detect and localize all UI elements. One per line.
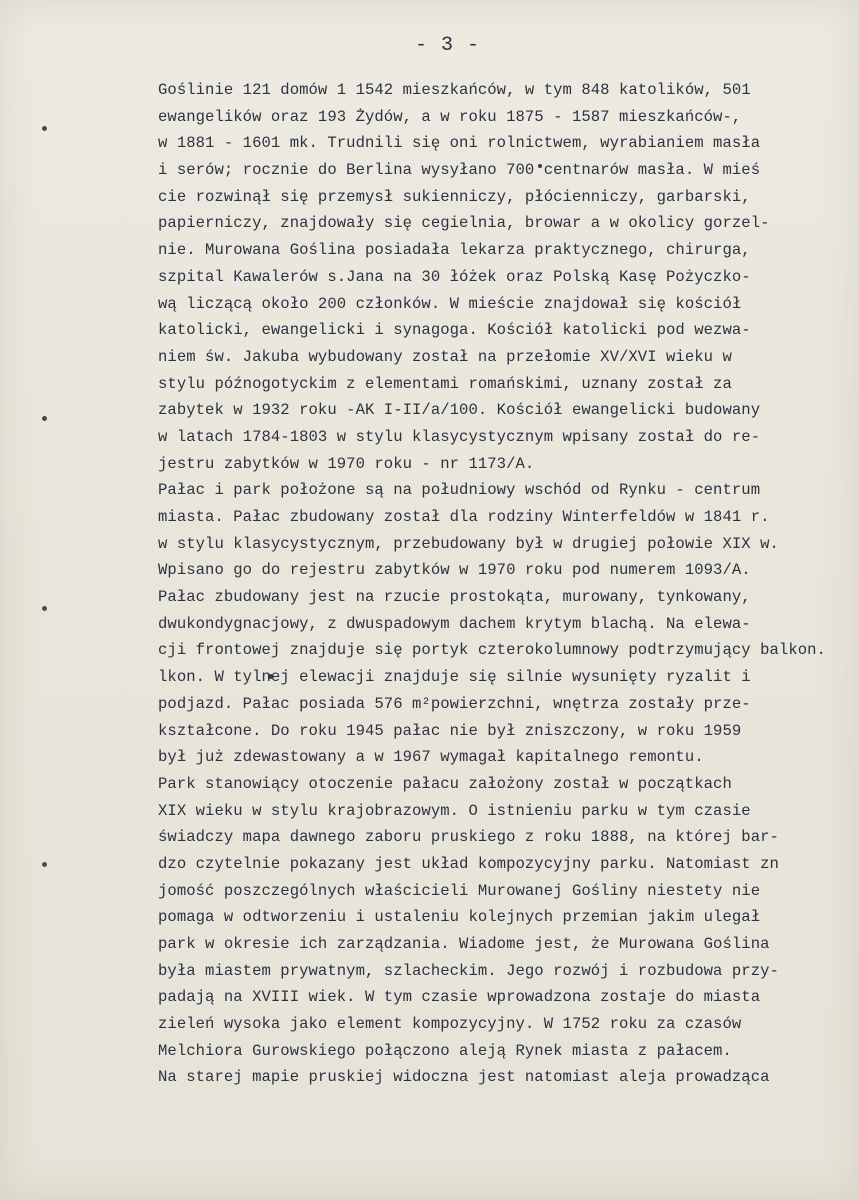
text-line: dwukondygnacjowy, z dwuspadowym dachem krytym blachą. Na elewa- <box>158 614 751 633</box>
binder-hole-mark <box>42 606 47 611</box>
text-line: jestru zabytków w 1970 roku - nr 1173/A. <box>158 454 535 473</box>
text-line: ewangelików oraz 193 Żydów, a w roku 1875 - 1587 mieszkańców-, <box>158 107 742 126</box>
text-line: Goślinie 121 domów 1 1542 mieszkańców, w tym 848 katolików, 501 <box>158 81 751 99</box>
text-line: cji frontowej znajduje się portyk czterokolumnowy podtrzymujący balkon. <box>158 641 826 660</box>
page-number: - 3 - <box>415 34 481 57</box>
text-line: była miastem prywatnym, szlacheckim. Jego rozwój i rozbudowa przy- <box>158 961 779 980</box>
text-line: lkon. W tylnej elewacji znajduje się silnie wysunięty ryzalit i <box>158 668 751 687</box>
text-line: Wpisano go do rejestru zabytków w 1970 roku pod numerem 1093/A. <box>158 561 751 580</box>
text-line: niem św. Jakuba wybudowany został na przełomie XV/XVI wieku w <box>158 347 732 366</box>
text-line: w 1881 - 1601 mk. Trudnili się oni rolnictwem, wyrabianiem masła <box>158 134 761 153</box>
text-line: świadczy mapa dawnego zaboru pruskiego z roku 1888, na której bar- <box>158 828 779 847</box>
binder-hole-mark <box>42 126 47 131</box>
text-line: w stylu klasycystycznym, przebudowany był w drugiej połowie XIX w. <box>158 534 779 553</box>
text-line: zieleń wysoka jako element kompozycyjny. W 1752 roku za czasów <box>158 1015 742 1034</box>
text-line: park w okresie ich zarządzania. Wiadome jest, że Murowana Goślina <box>158 935 770 953</box>
text-line: papierniczy, znajdowały się cegielnia, browar a w okolicy gorzel- <box>158 214 770 233</box>
text-line: Na starej mapie pruskiej widoczna jest natomiast aleja prowadząca <box>158 1068 770 1087</box>
text-line: Pałac zbudowany jest na rzucie prostokąta, murowany, tynkowany, <box>158 588 751 607</box>
binder-hole-mark <box>42 416 47 421</box>
text-line: cie rozwinął się przemysł sukienniczy, płócienniczy, garbarski, <box>158 187 751 206</box>
text-line: Pałac i park położone są na południowy wschód od Rynku - centrum <box>158 481 761 500</box>
text-line: nie. Murowana Goślina posiadała lekarza praktycznego, chirurga, <box>158 241 751 260</box>
text-line: i serów; rocznie do Berlina wysyłano 700 centnarów masła. W mieś <box>158 161 761 180</box>
text-line: miasta. Pałac zbudowany został dla rodziny Winterfeldów w 1841 r. <box>158 508 770 526</box>
binder-hole-mark <box>42 862 47 867</box>
document-body <box>158 77 833 1091</box>
text-line: Park stanowiący otoczenie pałacu założony został w początkach <box>158 774 732 793</box>
text-line: wą liczącą około 200 członków. W mieście znajdował się kościół <box>158 294 742 313</box>
text-line: był już zdewastowany a w 1967 wymagał kapitalnego remontu. <box>158 748 704 767</box>
text-line: XIX wieku w stylu krajobrazowym. O istnieniu parku w tym czasie <box>158 801 751 820</box>
text-line: stylu późnogotyckim z elementami romańskimi, uznany został za <box>158 374 732 393</box>
text-line: szpital Kawalerów s.Jana na 30 łóżek oraz Polską Kasę Pożyczko- <box>158 267 751 286</box>
text-line: kształcone. Do roku 1945 pałac nie był zniszczony, w roku 1959 <box>158 721 742 740</box>
text-line: Melchiora Gurowskiego połączono aleją Rynek miasta z pałacem. <box>158 1041 732 1060</box>
text-line: padają na XVIII wiek. W tym czasie wprowadzona zostaje do miasta <box>158 988 761 1007</box>
text-line: zabytek w 1932 roku -AK I-II/a/100. Kościół ewangelicki budowany <box>158 401 761 420</box>
text-line: pomaga w odtworzeniu i ustaleniu kolejnych przemian jakim ulegał <box>158 908 761 927</box>
text-line: dzo czytelnie pokazany jest układ kompozycyjny parku. Natomiast zn <box>158 854 779 873</box>
text-line: podjazd. Pałac posiada 576 m²powierzchni, wnętrza zostały prze- <box>158 694 751 713</box>
text-line: jomość poszczególnych właścicieli Murowanej Gośliny niestety nie <box>158 881 761 900</box>
text-line: w latach 1784-1803 w stylu klasycystycznym wpisany został do re- <box>158 427 761 446</box>
text-line: katolicki, ewangelicki i synagoga. Kościół katolicki pod wezwa- <box>158 321 751 340</box>
